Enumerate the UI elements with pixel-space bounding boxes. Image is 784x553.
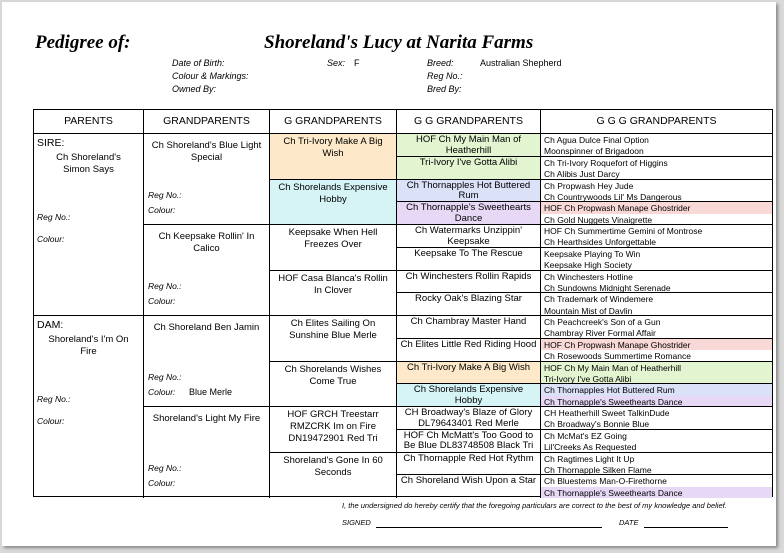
ggg-grandparent-cell [541,464,772,475]
g-grandparent-cell [270,316,397,362]
ggg-grandparent-cell [541,487,772,498]
parent-role-label: SIRE: [37,137,65,149]
gg-grandparent-name: Ch Shorelands Expensive Hobby [413,384,524,406]
column-header-label: G GRANDPARENTS [284,115,382,127]
ggg-grandparent-name: Chambray River Formal Affair [544,328,656,339]
ggg-grandparent-cell [541,271,772,282]
pedigree-grid [33,109,773,497]
sex-value: F [354,58,360,68]
ggg-grandparent-cell [541,248,772,259]
parent-name: Shoreland's I'm On Fire [48,334,129,357]
ggg-grandparent-name: Keepsake High Society [544,260,632,271]
ggg-grandparent-name: Ch Thornapple's Sweethearts Dance [544,396,683,407]
ggg-grandparent-cell [541,191,772,202]
colour-label: Colour: [148,478,176,488]
gg-grandparent-cell [397,248,541,271]
gg-grandparent-cell [397,180,541,203]
colour-markings-label: Colour & Markings: [172,71,249,81]
parent-name: Ch Shoreland's Simon Says [56,152,121,175]
date-line[interactable] [644,527,728,528]
ggg-grandparent-cell [541,430,772,441]
column-header [397,110,541,134]
ggg-grandparent-cell [541,350,772,361]
gg-grandparent-name: Tri-Ivory I've Gotta Alibi [419,156,518,168]
g-grandparent-cell [270,453,397,499]
ggg-grandparent-name: Keepsake Playing To Win [544,248,641,259]
ggg-grandparent-cell [541,373,772,384]
gg-grandparent-name: Ch Winchesters Rollin Rapids [405,270,532,282]
gg-grandparent-name: Ch Watermarks Unzippin' Keepsake [414,225,523,247]
ggg-grandparent-name: HOF Ch My Main Man of Heatherhill [544,362,681,373]
ggg-grandparent-name: Ch Gold Nuggets Vinaigrette [544,214,653,225]
g-grandparent-name: HOF GRCH Treestarr RMZCRK Im on Fire DN19472901 Red Tri [287,409,379,444]
ggg-grandparent-cell [541,293,772,304]
colour-label: Colour: [148,205,176,215]
ggg-grandparent-name: CH Heatherhill Sweet TalkinDude [544,408,670,418]
colour-label: Colour: [37,234,65,244]
g-grandparent-cell [270,180,397,226]
ggg-grandparent-name: Ch Countrywoods Lil' Ms Dangerous [544,191,682,202]
sex-label: Sex: [327,58,346,68]
column-header-label: G G GRANDPARENTS [414,115,523,127]
ggg-grandparent-name: Ch Propwash Hey Jude [544,180,634,191]
owned-by-label: Owned By: [172,84,217,94]
ggg-grandparent-name: Ch Trademark of Windemere [544,294,654,305]
certify-text: I, the undersigned do hereby certify that the foregoing particulars are correct to the best of my knowledge and belief. [342,501,727,510]
gg-grandparent-cell [397,407,541,430]
gg-grandparent-name: CH Broadway's Blaze of Glory DL79643401 Red Merle [404,407,533,429]
ggg-grandparent-name: Ch Rosewoods Summertime Romance [544,351,691,362]
g-grandparent-name: Ch Elites Sailing On Sunshine Blue Merle [289,318,377,341]
ggg-grandparent-cell [541,475,772,486]
gg-grandparent-name: Ch Chambray Master Hand [410,316,527,327]
colour-label: Colour: [148,387,176,397]
ggg-grandparent-name: Lil'Creeks As Requested [544,442,637,453]
grandparent-name: Shoreland's Light My Fire [152,413,261,424]
ggg-grandparent-name: HOF Ch Propwash Manape Ghostrider [544,339,691,350]
grandparent-name: Ch Shoreland's Blue Light Special [151,140,262,163]
g-grandparent-cell [270,407,397,453]
ggg-grandparent-cell [541,236,772,247]
g-grandparent-name: Keepsake When Hell Freezes Over [288,227,378,250]
breed-value: Australian Shepherd [480,58,562,68]
pedigree-of-label: Pedigree of: [35,32,131,53]
grandparent-name: Ch Keepsake Rollin' In Calico [158,231,255,254]
ggg-grandparent-cell [541,396,772,407]
gg-grandparent-cell [397,316,541,339]
dog-name: Shoreland's Lucy at Narita Farms [264,32,534,53]
ggg-grandparent-name: Ch Tri-Ivory Roquefort of Higgins [544,157,668,168]
g-grandparent-cell [270,271,397,317]
grandparent-name: Ch Shoreland Ben Jamin [153,322,260,333]
gg-grandparent-name: Keepsake To The Rescue [414,247,523,259]
colour-label: Colour: [148,296,176,306]
ggg-grandparent-name: Tri-Ivory I've Gotta Alibi [544,373,632,384]
gg-grandparent-cell [397,475,541,498]
ggg-grandparent-cell [541,418,772,429]
ggg-grandparent-cell [541,259,772,270]
ggg-grandparent-cell [541,407,772,418]
gg-grandparent-cell [397,225,541,248]
gg-grandparent-name: Ch Tri-Ivory Make A Big Wish [406,361,530,373]
g-grandparent-cell [270,225,397,271]
grandparent-colour: Blue Merle [189,387,233,397]
ggg-grandparent-name: Ch Thornapple's Sweethearts Dance [544,487,683,498]
gg-grandparent-cell [397,339,541,362]
g-grandparent-name: Ch Shorelands Expensive Hobby [278,181,388,205]
column-header-label: G G G GRANDPARENTS [596,115,717,127]
gg-grandparent-cell [397,202,541,225]
gg-grandparent-cell [397,384,541,407]
ggg-grandparent-cell [541,202,772,213]
pedigree-sheet [2,2,776,546]
reg-no-label: Reg No.: [148,190,182,200]
gg-grandparent-name: Ch Thornapple Red Hot Rythm [403,452,534,464]
gg-grandparent-cell [397,271,541,294]
grandparent-cell [144,407,270,498]
column-header-label: GRANDPARENTS [163,115,250,127]
gg-grandparent-name: HOF Ch My Main Man of Heatherhill [415,134,522,156]
parent-role-label: DAM: [37,319,64,331]
bred-by-label: Bred By: [427,84,462,94]
ggg-grandparent-cell [541,441,772,452]
reg-no-label: Reg No.: [148,372,182,382]
ggg-grandparent-name: Ch Broadway's Bonnie Blue [544,419,650,430]
signature-line[interactable] [376,527,602,528]
parent-cell-dam [34,316,144,498]
ggg-grandparent-cell [541,157,772,168]
gg-grandparent-name: Ch Thornapple's Sweethearts Dance [406,202,531,224]
gg-grandparent-cell [397,362,541,385]
ggg-grandparent-cell [541,316,772,327]
grandparent-cell [144,134,270,225]
gg-grandparent-cell [397,134,541,157]
ggg-grandparent-name: Ch Agua Dulce Final Option [544,135,649,145]
gg-grandparent-cell [397,293,541,316]
ggg-grandparent-name: Ch Ragtimes Light It Up [544,453,635,464]
date-label: DATE [619,518,639,527]
gg-grandparent-cell [397,430,541,453]
ggg-grandparent-name: Ch Winchesters Hotline [544,271,633,282]
g-grandparent-name: Shoreland's Gone In 60 Seconds [283,454,383,478]
ggg-grandparent-cell [541,327,772,338]
ggg-grandparent-cell [541,180,772,191]
breed-label: Breed: [427,58,454,68]
ggg-grandparent-name: Ch Peachcreek's Son of a Gun [544,317,661,327]
ggg-grandparent-cell [541,134,772,145]
ggg-grandparent-cell [541,453,772,464]
g-grandparent-name: HOF Casa Blanca's Rollin In Clover [278,272,388,296]
ggg-grandparent-name: Ch McMat's EZ Going [544,430,627,441]
column-header [34,110,144,134]
g-grandparent-cell [270,134,397,180]
reg-no-label: Reg No.: [148,281,182,291]
ggg-grandparent-name: Ch Alibis Just Darcy [544,169,620,180]
reg-no-label: Reg No.: [37,394,71,404]
g-grandparent-name: Ch Shorelands Wishes Come True [284,363,382,387]
grandparent-cell [144,316,270,407]
signed-label: SIGNED [342,518,371,527]
ggg-grandparent-cell [541,362,772,373]
reg-no-label: Reg No.: [148,463,182,473]
reg-no-label: Reg No.: [37,212,71,222]
column-header [270,110,397,134]
column-header [541,110,772,134]
ggg-grandparent-name: HOF Ch Summertime Gemini of Montrose [544,226,703,236]
gg-grandparent-name: Rocky Oak's Blazing Star [415,293,522,305]
ggg-grandparent-cell [541,145,772,156]
parent-cell-sire [34,134,144,316]
ggg-grandparent-name: Ch Bluestems Man-O-Firethorne [544,476,667,487]
gg-grandparent-name: Ch Shoreland Wish Upon a Star [400,475,537,487]
ggg-grandparent-cell [541,282,772,293]
g-grandparent-name: Ch Tri-Ivory Make A Big Wish [283,136,383,159]
gg-grandparent-name: HOF Ch McMatt's Too Good to Be Blue DL83748508 Black Tri [403,429,534,452]
ggg-grandparent-name: Ch Thornapple Silken Flame [544,464,652,475]
ggg-grandparent-cell [541,339,772,350]
column-header [144,110,270,134]
ggg-grandparent-cell [541,305,772,316]
ggg-grandparent-name: Ch Thornapples Hot Buttered Rum [544,385,675,396]
ggg-grandparent-name: HOF Ch Propwash Manape Ghostrider [544,203,691,214]
ggg-grandparent-cell [541,168,772,179]
colour-label: Colour: [37,416,65,426]
ggg-grandparent-name: Moonspinner of Brigadoon [544,146,644,157]
ggg-grandparent-cell [541,384,772,395]
gg-grandparent-cell [397,453,541,476]
ggg-grandparent-cell [541,214,772,225]
ggg-grandparent-name: Ch Hearthsides Unforgettable [544,237,656,248]
gg-grandparent-name: Ch Elites Little Red Riding Hood [400,338,537,350]
ggg-grandparent-name: Ch Sundowns Midnight Serenade [544,282,671,293]
dob-label: Date of Birth: [172,58,225,68]
grandparent-cell [144,225,270,316]
gg-grandparent-name: Ch Thornapples Hot Buttered Rum [406,179,531,201]
ggg-grandparent-name: Mountain Mist of Davlin [544,305,633,316]
ggg-grandparent-cell [541,225,772,236]
reg-no-label: Reg No.: [427,71,463,81]
column-header-label: PARENTS [64,115,113,127]
gg-grandparent-cell [397,157,541,180]
g-grandparent-cell [270,362,397,408]
